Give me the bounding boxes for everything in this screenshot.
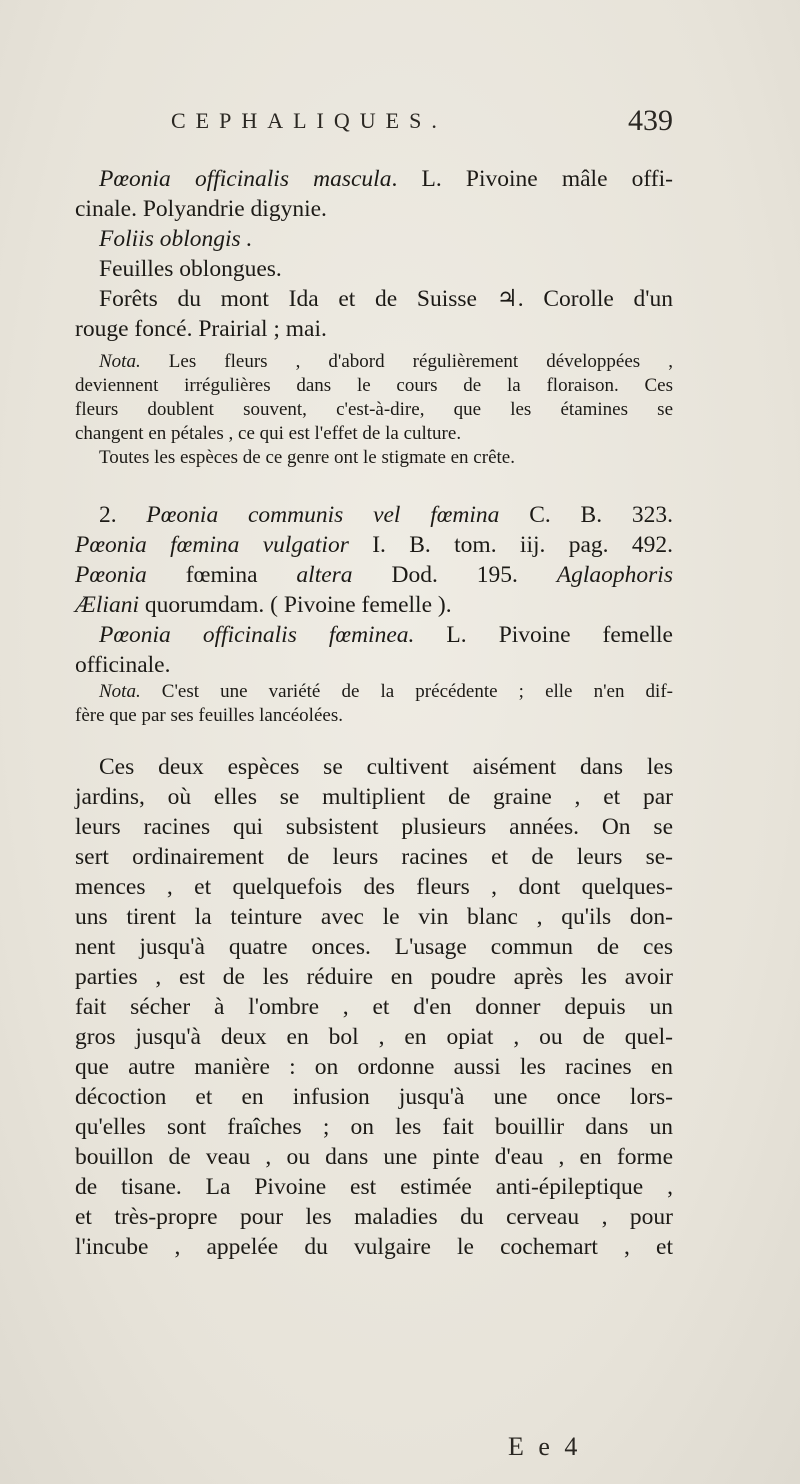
entry-paeonia-mascula — [75, 164, 673, 344]
body-line: sert ordinairement de leurs racines et de leurs se- — [75, 844, 673, 870]
nota-1 — [75, 350, 673, 470]
body-line: que autre manière : on ordonne aussi les racines en — [75, 1054, 673, 1080]
entry1-line-1: Pœonia officinalis mascula. L. Pivoine mâle offi- — [99, 166, 673, 192]
nota1-line-1: Nota. Les fleurs , d'abord régulièrement développées , — [99, 351, 673, 372]
nota-2 — [75, 680, 673, 728]
entry1-line-2: cinale. Polyandrie digynie. — [75, 196, 327, 222]
body-line: mences , et quelquefois des fleurs , dont quelques- — [75, 874, 673, 900]
nota1-line-5: Toutes les espèces de ce genre ont le stigmate en crête. — [99, 447, 515, 468]
body-line: Ces deux espèces se cultivent aisément dans les — [99, 754, 673, 780]
nota1-line-2: deviennent irrégulières dans le cours de la floraison. Ces — [75, 375, 673, 396]
entry2-line-4: Æliani quorumdam. ( Pivoine femelle ). — [75, 592, 452, 618]
entry2-line-5: Pœonia officinalis fœminea. L. Pivoine femelle — [99, 622, 673, 648]
body-line: l'incube , appelée du vulgaire le cochemart , et — [75, 1234, 673, 1260]
entry2-line-3: Pœonia fœmina altera Dod. 195. Aglaophoris — [75, 562, 673, 588]
page-number: 439 — [628, 104, 673, 137]
entry2-line-6: officinale. — [75, 652, 171, 678]
entry-paeonia-foemina — [75, 500, 673, 680]
body-line: parties , est de les réduire en poudre après les avoir — [75, 964, 673, 990]
body-line: bouillon de veau , ou dans une pinte d'eau , en forme — [75, 1144, 673, 1170]
entry1-line-4: Feuilles oblongues. — [99, 256, 282, 282]
body-line: qu'elles sont fraîches ; on les fait bouillir dans un — [75, 1114, 673, 1140]
page-header — [75, 104, 673, 148]
body-line: décoction et en infusion jusqu'à une once lors- — [75, 1084, 673, 1110]
running-title: CEPHALIQUES. — [171, 108, 447, 133]
body-line: nent jusqu'à quatre onces. L'usage commun de ces — [75, 934, 673, 960]
nota1-line-3: fleurs doublent souvent, c'est-à-dire, que les étamines se — [75, 399, 673, 420]
nota2-line-1: Nota. C'est une variété de la précédente ; elle n'en dif- — [99, 681, 673, 702]
entry1-line-5: Forêts du mont Ida et de Suisse ♃. Corolle d'un — [99, 286, 673, 312]
body-line: de tisane. La Pivoine est estimée anti-épileptique , — [75, 1174, 673, 1200]
body-line: fait sécher à l'ombre , et d'en donner depuis un — [75, 994, 673, 1020]
entry1-line-6: rouge foncé. Prairial ; mai. — [75, 316, 327, 342]
entry2-line-1: 2. Pœonia communis vel fœmina C. B. 323. — [99, 502, 673, 528]
signature-mark: E e 4 — [508, 1432, 582, 1461]
entry2-line-2: Pœonia fœmina vulgatior I. B. tom. iij. pag. 492. — [75, 532, 673, 558]
nota2-line-2: fère que par ses feuilles lancéolées. — [75, 705, 343, 726]
body-line: jardins, où elles se multiplient de graine , et par — [75, 784, 673, 810]
body-line: gros jusqu'à deux en bol , en opiat , ou de quel- — [75, 1024, 673, 1050]
body-line: leurs racines qui subsistent plusieurs années. On se — [75, 814, 673, 840]
main-paragraph — [75, 752, 673, 1262]
body-line: uns tirent la teinture avec le vin blanc , qu'ils don- — [75, 904, 673, 930]
body-line: et très-propre pour les maladies du cerveau , pour — [75, 1204, 673, 1230]
entry1-line-3: Foliis oblongis . — [99, 226, 253, 252]
nota1-line-4: changent en pétales , ce qui est l'effet de la culture. — [75, 423, 462, 444]
